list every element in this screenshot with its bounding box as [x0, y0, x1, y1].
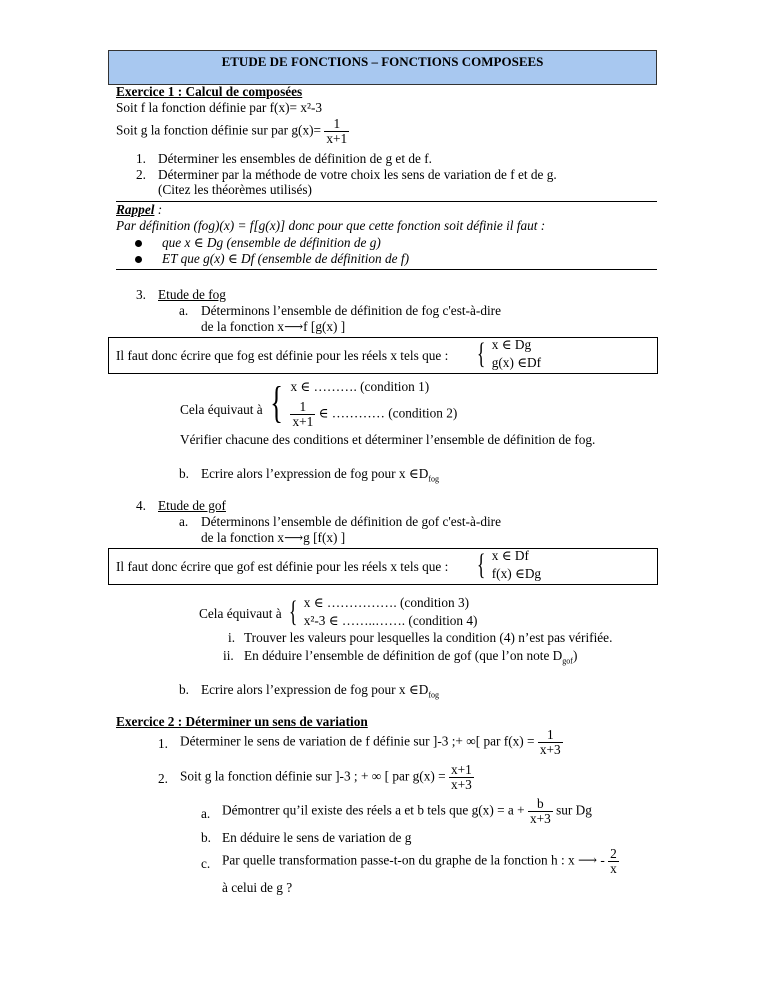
- qii-text: [244, 648, 577, 666]
- q3-number: 3.: [136, 287, 146, 302]
- q3a-letter: a.: [179, 303, 189, 318]
- ex2-qc-text: [222, 847, 619, 876]
- q4a-letter: a.: [179, 514, 189, 529]
- rappel-heading: [116, 202, 162, 218]
- condition-2-rest: ∈ ………… (condition 2): [318, 405, 458, 421]
- ex2-qa-fraction: [528, 797, 553, 826]
- gof-condition-system: [474, 547, 541, 583]
- q3a-text: Déterminons l’ensemble de définition de fog c'est-à-dire: [201, 303, 501, 318]
- q4b-subscript: fog: [428, 690, 439, 700]
- g-fraction: [324, 117, 349, 146]
- q1-text: Déterminer les ensembles de définition de g et de f.: [158, 151, 432, 166]
- gof-equivalence-system: [286, 594, 477, 630]
- fraction-denominator: x+3: [450, 776, 472, 792]
- rappel-label: Rappel: [116, 202, 155, 217]
- system-lines: [492, 547, 541, 583]
- fraction-numerator: 1: [299, 398, 307, 414]
- bullet-icon: [135, 256, 142, 263]
- qi-text: Trouver les valeurs pour lesquelles la condition (4) n’est pas vérifiée.: [244, 630, 613, 645]
- qii-subscript: gof: [562, 656, 573, 666]
- ex2-qa-end: sur Dg: [556, 802, 592, 818]
- g-definition: [116, 117, 349, 146]
- condition-4: x²-3 ∈ ……..……. (condition 4): [303, 612, 478, 628]
- fraction-denominator: x+3: [539, 741, 561, 757]
- ex2-qa-letter: a.: [201, 806, 211, 821]
- equivalence-label: Cela équivaut à: [180, 402, 263, 417]
- q4-title: Etude de gof: [158, 498, 226, 513]
- fraction-denominator: x+1: [292, 413, 314, 429]
- fraction-numerator: 1: [333, 116, 341, 131]
- ex2-q2-main: Soit g la fonction définie sur ]-3 ; + ∞ [ par g(x) =: [180, 768, 446, 784]
- bullet-text: que x ∈ Dg (ensemble de définition de g): [162, 235, 381, 250]
- q1-number: 1.: [136, 151, 146, 166]
- q3a-text-2: de la fonction x⟶f [g(x) ]: [201, 319, 346, 334]
- q4b-letter: b.: [179, 682, 189, 697]
- q3b-main: Ecrire alors l’expression de fog pour x ∈D: [201, 466, 429, 481]
- condition-1: x ∈ ………. (condition 1): [290, 379, 430, 394]
- qi-number: i.: [228, 630, 236, 645]
- q3b-subscript: fog: [428, 474, 439, 484]
- ex2-q2-number: 2.: [158, 771, 168, 786]
- fraction-numerator: 1: [546, 727, 554, 742]
- fog-equivalence-system: [266, 378, 457, 429]
- ex2-q1-number: 1.: [158, 736, 168, 751]
- condition-line: f(x) ∈Dg: [491, 565, 542, 581]
- q4-number: 4.: [136, 498, 146, 513]
- brace-icon: {: [288, 594, 298, 628]
- qii-number: ii.: [223, 648, 234, 663]
- qii-end: ): [572, 648, 578, 663]
- rappel-bullet-2: [135, 251, 409, 267]
- condition-line: g(x) ∈Df: [491, 354, 542, 370]
- exercise-1-heading: Exercice 1 : Calcul de composées: [116, 84, 303, 99]
- rappel-text: Par définition (fog)(x) = f[g(x)] donc pour que cette fonction soit définie il faut :: [116, 218, 546, 233]
- condition-line: x ∈ Dg: [491, 337, 532, 352]
- ex2-q1-text: [180, 728, 563, 757]
- equivalence-label-2: Cela équivaut à: [199, 606, 282, 621]
- ex2-qc-main: Par quelle transformation passe-t-on du graphe de la fonction h : x ⟶ -: [222, 852, 605, 868]
- q2-number: 2.: [136, 167, 146, 182]
- fog-condition-system: [474, 336, 541, 372]
- page-title: ETUDE DE FONCTIONS – FONCTIONS COMPOSEES: [108, 50, 657, 85]
- system-lines: [304, 594, 478, 630]
- rappel-bullet-1: [135, 235, 381, 251]
- bullet-text: ET que g(x) ∈ Df (ensemble de définition de f): [162, 251, 410, 266]
- verify-instruction: Vérifier chacune des conditions et déterminer l’ensemble de définition de fog.: [180, 432, 596, 447]
- rappel-top-rule: [116, 201, 657, 202]
- ex2-qc-fraction: [608, 847, 619, 876]
- ex2-q1-main: Déterminer le sens de variation de f définie sur ]-3 ;+ ∞[ par f(x) =: [180, 733, 535, 749]
- q3b-text: [201, 466, 439, 484]
- q4b-main: Ecrire alors l’expression de fog pour x ∈D: [201, 682, 429, 697]
- ex2-qa-text: [222, 797, 592, 826]
- ex2-q2-fraction: [449, 763, 474, 792]
- brace-icon: {: [476, 547, 486, 581]
- ex2-qb-letter: b.: [201, 830, 211, 845]
- ex2-qb-text: En déduire le sens de variation de g: [222, 830, 412, 845]
- q2-note: (Citez les théorèmes utilisés): [158, 182, 312, 197]
- fraction-denominator: x+3: [529, 810, 551, 826]
- bullet-icon: [135, 240, 142, 247]
- q4b-text: [201, 682, 439, 700]
- ex2-qc-letter: c.: [201, 856, 211, 871]
- rappel-colon: :: [154, 202, 163, 217]
- q4a-text-2: de la fonction x⟶g [f(x) ]: [201, 530, 346, 545]
- condition-3: x ∈ ……………. (condition 3): [303, 595, 470, 610]
- fraction-denominator: x: [610, 860, 617, 876]
- fraction-numerator: 2: [610, 846, 617, 861]
- ex2-qc-text-2: à celui de g ?: [222, 880, 293, 895]
- gof-condition-text: Il faut donc écrire que gof est définie pour les réels x tels que :: [116, 559, 449, 574]
- ex2-q2-text: [180, 763, 474, 792]
- system-lines: [290, 378, 457, 429]
- condition-2: [290, 400, 457, 429]
- brace-icon: {: [476, 336, 486, 370]
- q2-text: Déterminer par la méthode de votre choix les sens de variation de f et de g.: [158, 167, 557, 182]
- brace-icon: {: [270, 378, 283, 428]
- q3b-letter: b.: [179, 466, 189, 481]
- fraction-numerator: x+1: [450, 762, 472, 777]
- g-definition-prefix: Soit g la fonction définie sur par g(x)=: [116, 122, 322, 138]
- condition-2-fraction: [290, 400, 315, 429]
- fraction-denominator: x+1: [326, 130, 348, 146]
- f-definition: Soit f la fonction définie par f(x)= x²-3: [116, 100, 323, 115]
- condition-line: x ∈ Df: [491, 548, 529, 563]
- system-lines: [492, 336, 541, 372]
- ex2-q1-fraction: [538, 728, 563, 757]
- q3-title: Etude de fog: [158, 287, 226, 302]
- fog-condition-text: Il faut donc écrire que fog est définie pour les réels x tels que :: [116, 348, 449, 363]
- rappel-bottom-rule: [116, 269, 657, 270]
- fraction-numerator: b: [537, 796, 544, 811]
- exercise-2-heading: Exercice 2 : Déterminer un sens de variation: [116, 714, 368, 729]
- qii-main: En déduire l’ensemble de définition de gof (que l’on note D: [244, 648, 563, 663]
- ex2-qa-main: Démontrer qu’il existe des réels a et b tels que g(x) = a +: [222, 802, 525, 818]
- q4a-text: Déterminons l’ensemble de définition de gof c'est-à-dire: [201, 514, 501, 529]
